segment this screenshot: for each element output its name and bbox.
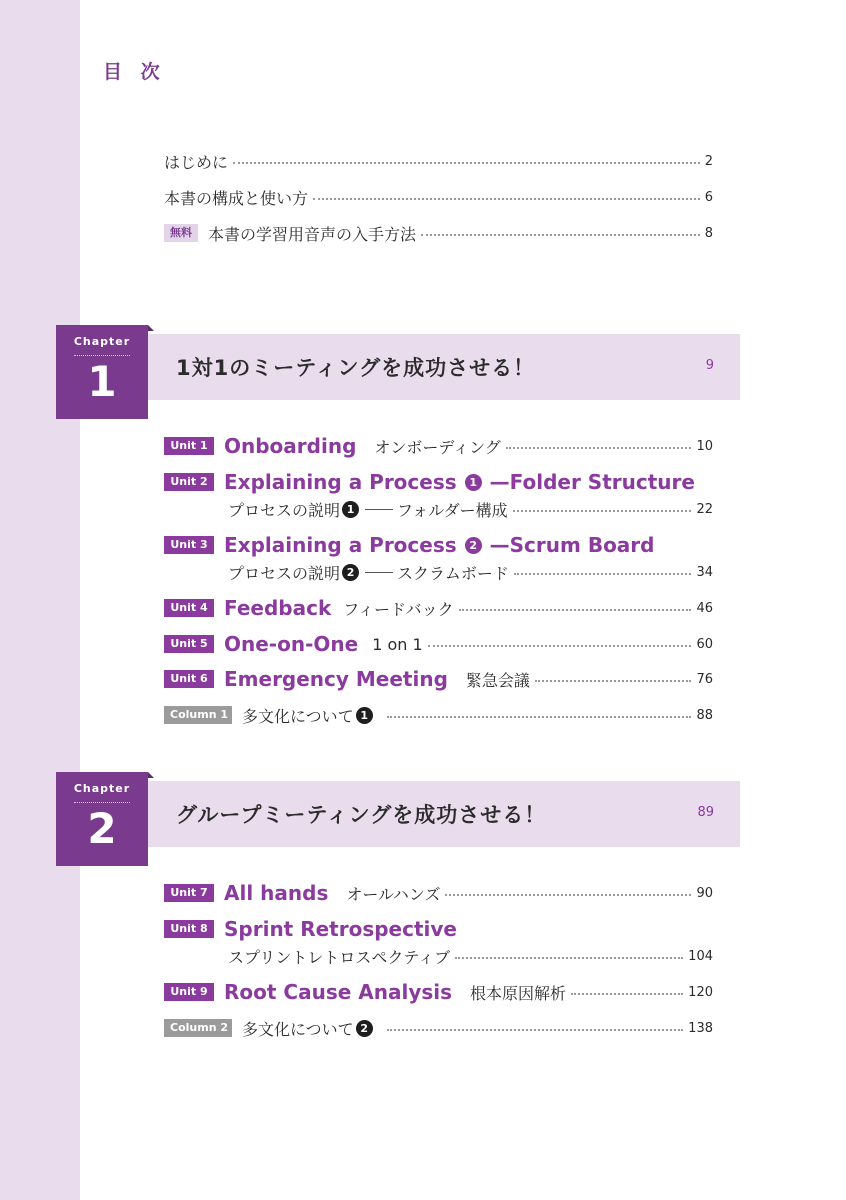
unit-badge: Unit 1 [164,437,214,455]
unit-badge: Unit 2 [164,473,214,491]
unit-title-en: Root Cause Analysis [224,980,453,1004]
chapter-page: 9 [705,358,714,373]
toc-entry-structure[interactable] [164,185,713,209]
toc-entry-column1[interactable] [164,703,713,727]
entry-title: 本書の学習用音声の入手方法 [208,224,417,244]
entry-title: はじめに [164,152,229,172]
unit-title-jp: 根本原因解析 [470,983,567,1003]
leader-dots [313,198,700,200]
unit-title-en: One-on-One [224,632,359,656]
leader-dots [514,573,692,575]
toc-entry-unit8[interactable] [164,917,713,941]
chapter-number: 2 [87,804,117,853]
column-badge: Column 2 [164,1019,232,1037]
entry-page: 10 [696,438,713,454]
number-circle-icon: 1 [342,501,359,518]
unit-title-jp: 1 on 1 [372,634,423,654]
entry-page: 6 [704,189,713,205]
column-title: 多文化について [242,1019,354,1039]
toc-entry-unit2[interactable] [164,470,713,494]
fold-corner [148,325,154,331]
entry-page: 120 [688,984,713,1000]
leader-dots [459,609,692,611]
number-circle-icon: 1 [465,474,482,491]
entry-page: 60 [696,636,713,652]
chapter-1-band[interactable] [148,334,740,400]
toc-entry-unit2-jp[interactable] [228,498,713,520]
divider [74,802,130,803]
number-circle-icon: 2 [342,564,359,581]
unit-title-en: Explaining a Process [224,533,457,557]
toc-entry-unit5[interactable] [164,632,713,656]
leader-dots [571,993,683,995]
unit-badge: Unit 9 [164,983,214,1001]
unit-title-en: Emergency Meeting [224,667,448,691]
fold-corner [148,772,154,778]
dash [365,572,393,573]
leader-dots [387,1029,683,1031]
toc-entry-unit3-jp[interactable] [228,561,713,583]
divider [74,355,130,356]
column-title: 多文化について [242,706,354,726]
unit-title-jp: フィードバック [343,599,454,619]
entry-page: 2 [704,153,713,169]
leader-dots [455,957,683,959]
entry-page: 104 [688,948,713,964]
leader-dots [387,716,692,718]
leader-dots [506,447,692,449]
unit-badge: Unit 5 [164,635,214,653]
entry-title: 本書の構成と使い方 [164,188,309,208]
number-circle-icon: 1 [356,707,373,724]
toc-entry-unit7[interactable] [164,881,713,905]
unit-title-en: Onboarding [224,434,357,458]
free-badge: 無料 [164,224,198,242]
leader-dots [445,894,691,896]
unit-title-en: Sprint Retrospective [224,917,457,941]
unit-title-jp: オンボーディング [374,437,501,457]
unit-subtitle-jp: フォルダー構成 [397,500,508,520]
toc-entry-unit8-jp[interactable] [228,945,713,967]
chapter-2-box [56,772,148,866]
entry-page: 90 [696,885,713,901]
unit-title-jp: スプリントレトロスペクティブ [228,947,451,967]
entry-page: 138 [688,1020,713,1036]
number-circle-icon: 2 [465,537,482,554]
unit-title-jp: 緊急会議 [465,670,530,690]
unit-title-en: Explaining a Process [224,470,457,494]
unit-title-jp: オールハンズ [346,884,441,904]
toc-entry-unit3[interactable] [164,533,713,557]
chapter-2-band[interactable] [148,781,740,847]
toc-entry-unit6[interactable] [164,667,713,691]
number-circle-icon: 2 [356,1020,373,1037]
dash [365,509,393,510]
chapter-title: 1対1のミーティングを成功させる！ [176,356,536,380]
entry-page: 34 [696,564,713,580]
unit-title-en: All hands [224,881,329,905]
side-band [0,0,80,1200]
toc-entry-unit9[interactable] [164,980,713,1004]
entry-page: 46 [696,600,713,616]
chapter-label: Chapter [73,782,131,795]
toc-entry-unit1[interactable] [164,434,713,458]
unit-subtitle-jp: スクラムボード [397,563,509,583]
leader-dots [535,680,692,682]
chapter-number: 1 [87,357,117,406]
chapter-1-box [56,325,148,419]
chapter-page: 89 [697,805,714,820]
entry-page: 88 [696,707,713,723]
toc-entry-intro[interactable] [164,149,713,173]
chapter-label: Chapter [73,335,131,348]
unit-badge: Unit 4 [164,599,214,617]
leader-dots [421,234,700,236]
leader-dots [428,645,692,647]
chapter-title: グループミーティングを成功させる！ [176,803,547,827]
column-badge: Column 1 [164,706,232,724]
unit-title-jp: プロセスの説明 [228,563,341,583]
toc-heading: 目 次 [103,61,166,83]
entry-page: 22 [696,501,713,517]
unit-title-jp: プロセスの説明 [228,500,341,520]
toc-entry-unit4[interactable] [164,596,713,620]
entry-page: 8 [704,225,713,241]
unit-badge: Unit 7 [164,884,214,902]
unit-badge: Unit 6 [164,670,214,688]
unit-badge: Unit 8 [164,920,214,938]
entry-page: 76 [696,671,713,687]
unit-badge: Unit 3 [164,536,214,554]
unit-title-en: Feedback [224,596,332,620]
unit-subtitle-en: —Folder Structure [489,470,695,494]
leader-dots [513,510,692,512]
leader-dots [233,162,700,164]
toc-entry-audio[interactable] [164,221,713,245]
toc-entry-column2[interactable] [164,1016,713,1040]
unit-subtitle-en: —Scrum Board [489,533,655,557]
